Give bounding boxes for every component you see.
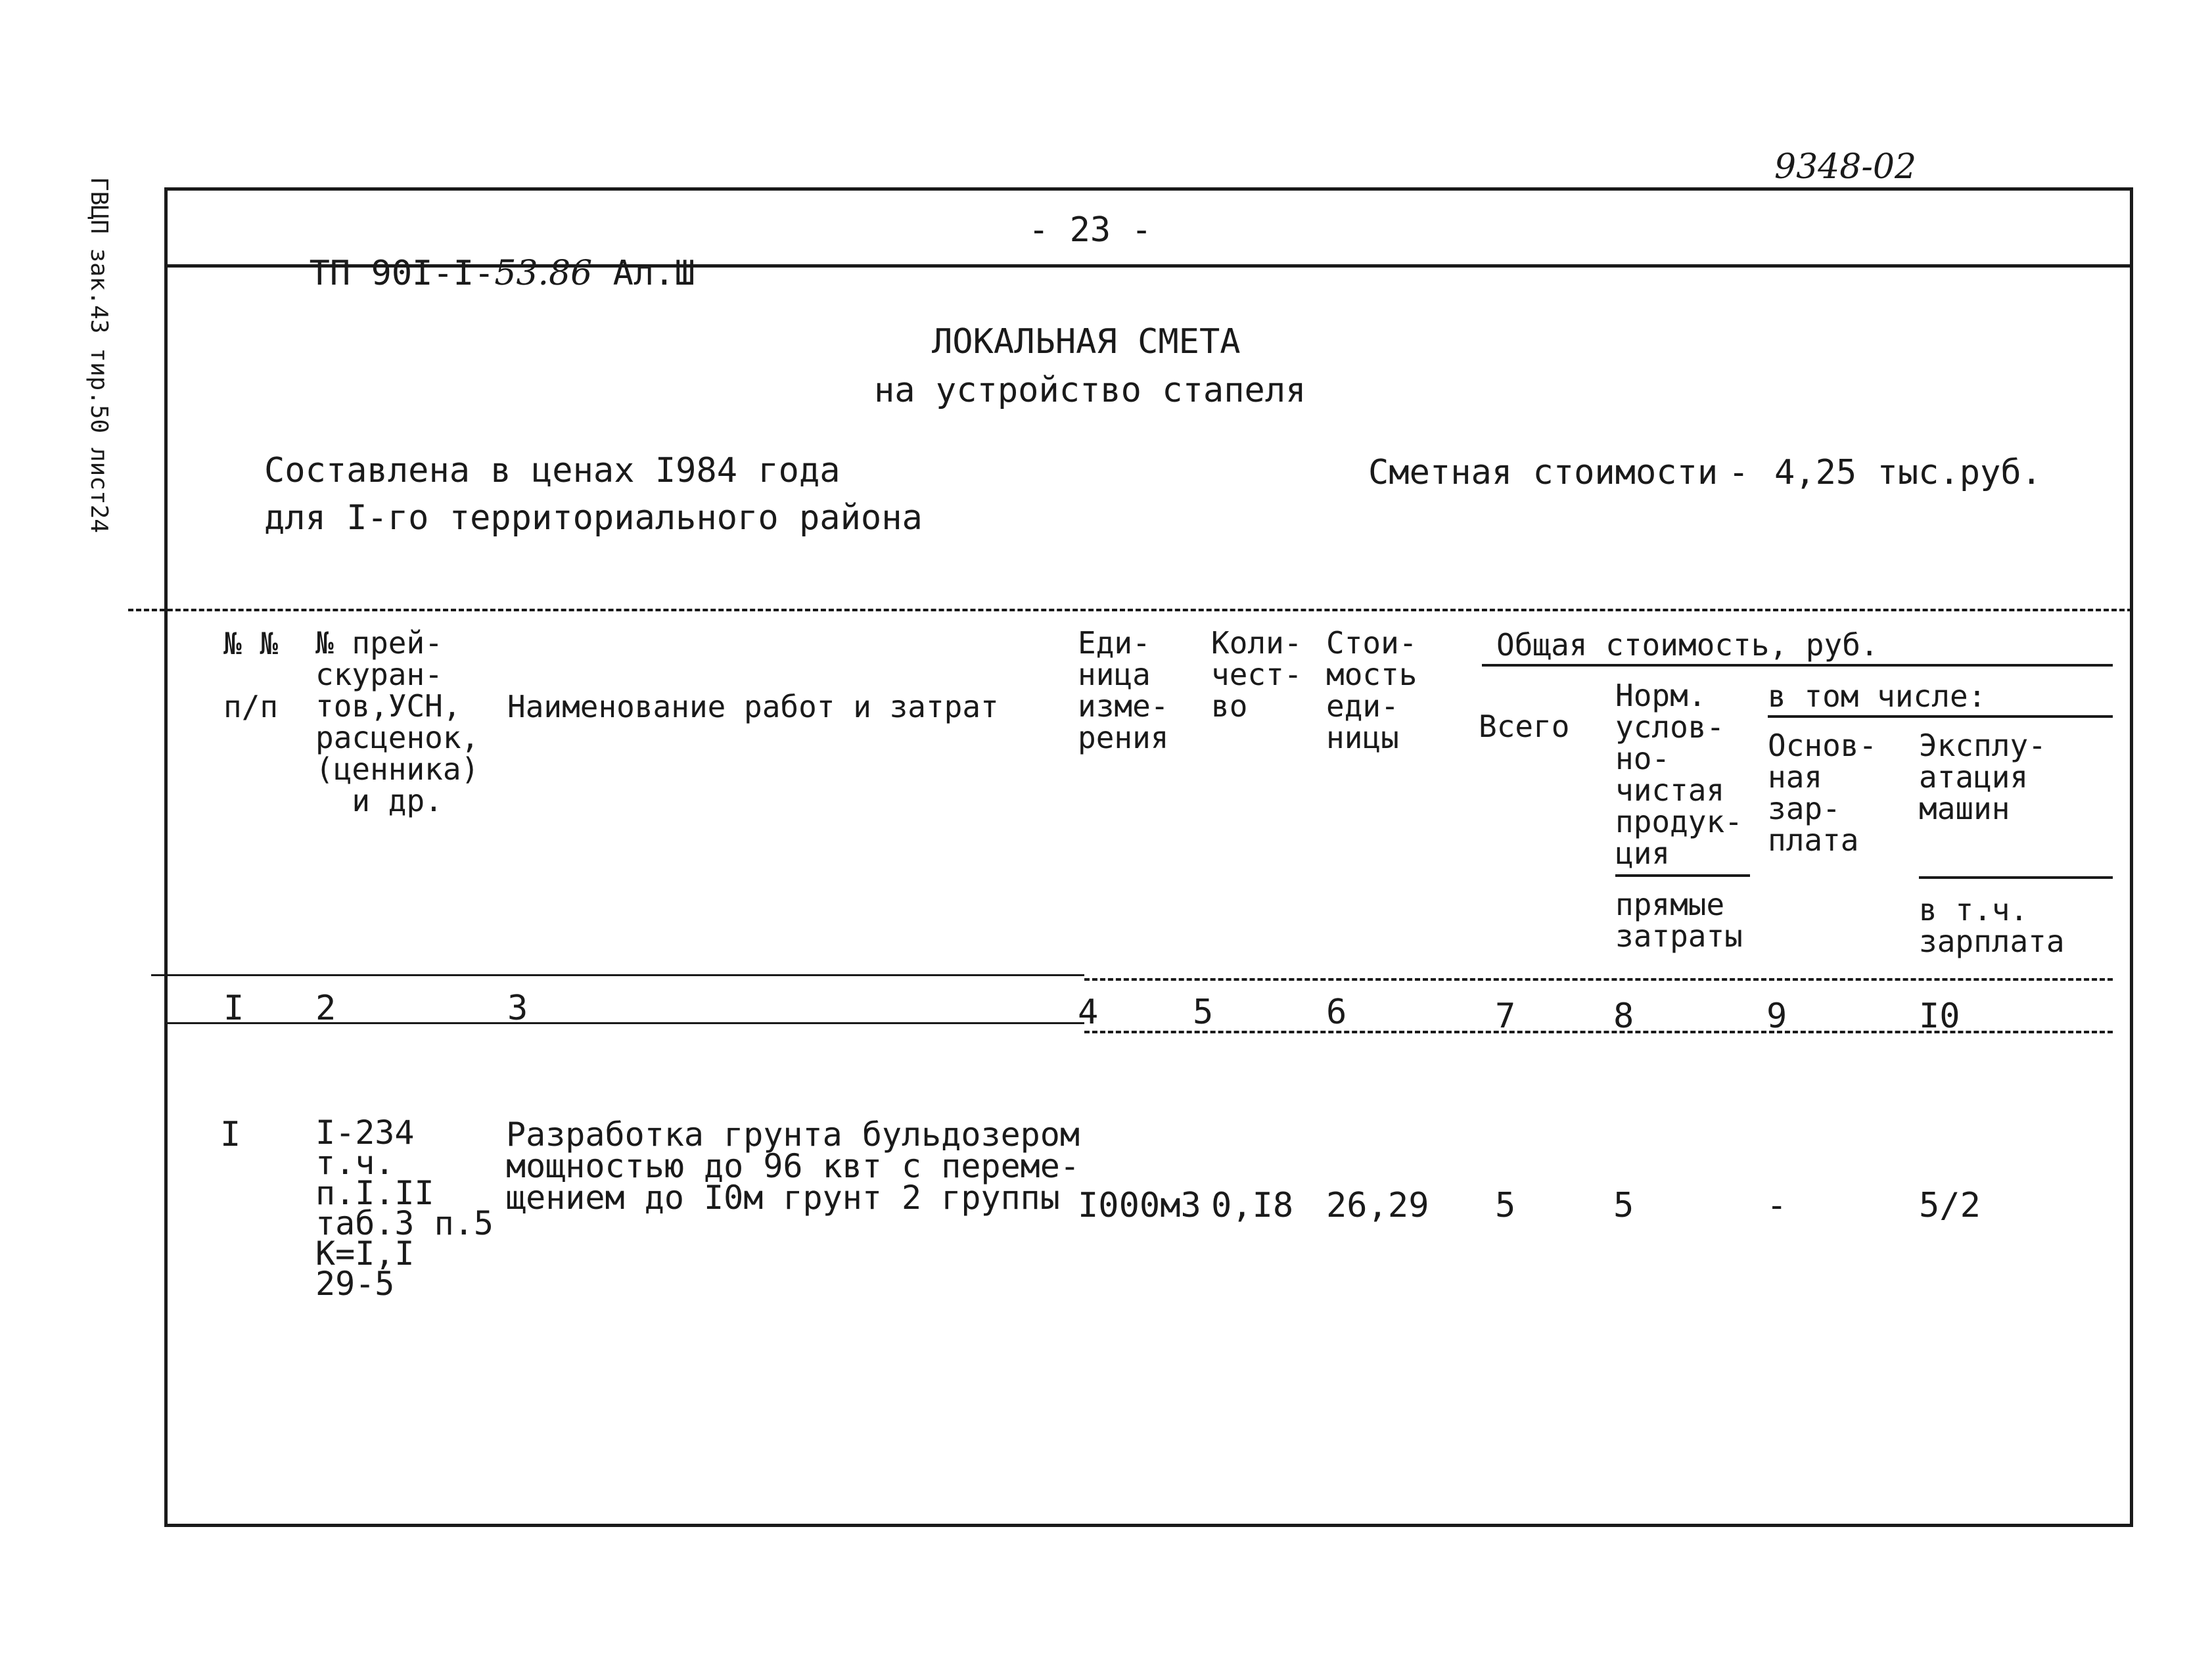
header-c9: Основ- ная зар- плата — [1768, 728, 1878, 858]
header-c2: № прей- скуран- тов,УСН, расценок, (ценника) и др. — [315, 625, 480, 818]
header-c8: Норм. услов- но- чистая продук- ция — [1615, 678, 1743, 871]
header-c5: Коли- чест- во — [1211, 625, 1302, 724]
c8-sub-rule — [1615, 874, 1750, 877]
row-qty: 0,I8 — [1211, 1186, 1294, 1225]
doc-subtitle: на устройство стапеля — [874, 371, 1306, 410]
frame-bottom — [164, 1524, 2133, 1527]
header-c6: Стои- мость еди- ницы — [1326, 625, 1417, 755]
colnum-3: 3 — [507, 989, 528, 1028]
frame-top — [164, 187, 2133, 191]
colnum-4: 4 — [1078, 993, 1099, 1032]
colnum-rule — [164, 1022, 1084, 1024]
c10-sub-rule — [1919, 876, 2113, 879]
row-norm: 5 — [1613, 1186, 1634, 1225]
cost-dash: - — [1728, 453, 1749, 492]
header-c8-sub: прямые затраты — [1615, 887, 1743, 954]
prices-line1: Составлена в ценах I984 года — [264, 451, 841, 490]
side-note: ГВЦП зак.43 тир.50 лист24 — [85, 177, 112, 533]
header-c10-sub: в т.ч. зарплата — [1919, 892, 2065, 959]
header-c3: Наименование работ и затрат — [507, 689, 999, 724]
row-salary: - — [1766, 1186, 1787, 1225]
frame-left — [164, 187, 168, 1527]
header-bottom-rule — [151, 974, 1084, 976]
group-incl-rule — [1768, 715, 2113, 718]
group-total-rule — [1482, 664, 2113, 667]
prices-line2: для I-го территориального района — [264, 498, 923, 538]
row-name: Разработка грунта бульдозером мощностью до 96 квт с переме- щением до I0м грунт 2 группы — [506, 1116, 1080, 1217]
header-group-incl: в том числе: — [1768, 678, 1987, 714]
cost-label: Сметная стоимости — [1368, 453, 1718, 492]
row-total: 5 — [1495, 1186, 1516, 1225]
page-number: - 23 - — [1028, 210, 1152, 250]
colnum-9: 9 — [1766, 997, 1787, 1036]
doc-title: ЛОКАЛЬНАЯ СМЕТА — [932, 322, 1241, 362]
row-machines: 5/2 — [1919, 1186, 1981, 1225]
doc-code: ТП 90I-I-53.86 Ал.Ш — [309, 254, 695, 293]
header-group-total: Общая стоимость, руб. — [1496, 627, 1879, 663]
header-c1-line2: п/п — [223, 689, 279, 724]
colnum-7: 7 — [1495, 997, 1516, 1036]
doc-code-handwritten: 53.86 — [494, 254, 593, 293]
colnum-10: I0 — [1919, 997, 1960, 1036]
table-top-rule — [128, 609, 2132, 611]
row-unit-cost: 26,29 — [1326, 1186, 1429, 1225]
cost-value: 4,25 тыс.руб. — [1774, 453, 2042, 492]
colnum-2: 2 — [315, 989, 336, 1028]
stamp-number: 9348-02 — [1774, 147, 1917, 187]
colnum-6: 6 — [1326, 993, 1347, 1032]
row-unit: I000м3 — [1078, 1186, 1201, 1225]
row-code: I-234 т.ч. п.I.II таб.3 п.5 К=I,I 29-5 — [315, 1114, 494, 1303]
row-num: I — [220, 1115, 241, 1154]
colnum-8: 8 — [1613, 997, 1634, 1036]
colnum-5: 5 — [1193, 993, 1214, 1032]
header-c4: Еди- ница изме- рения — [1078, 625, 1169, 755]
header-bottom-rule-dashed — [1084, 978, 2113, 981]
frame-right — [2130, 187, 2133, 1527]
colnum-1: I — [223, 989, 244, 1028]
header-c1-line1: № № — [223, 626, 279, 661]
header-c10: Эксплу- атация машин — [1919, 728, 2046, 826]
header-c7: Всего — [1479, 709, 1570, 744]
